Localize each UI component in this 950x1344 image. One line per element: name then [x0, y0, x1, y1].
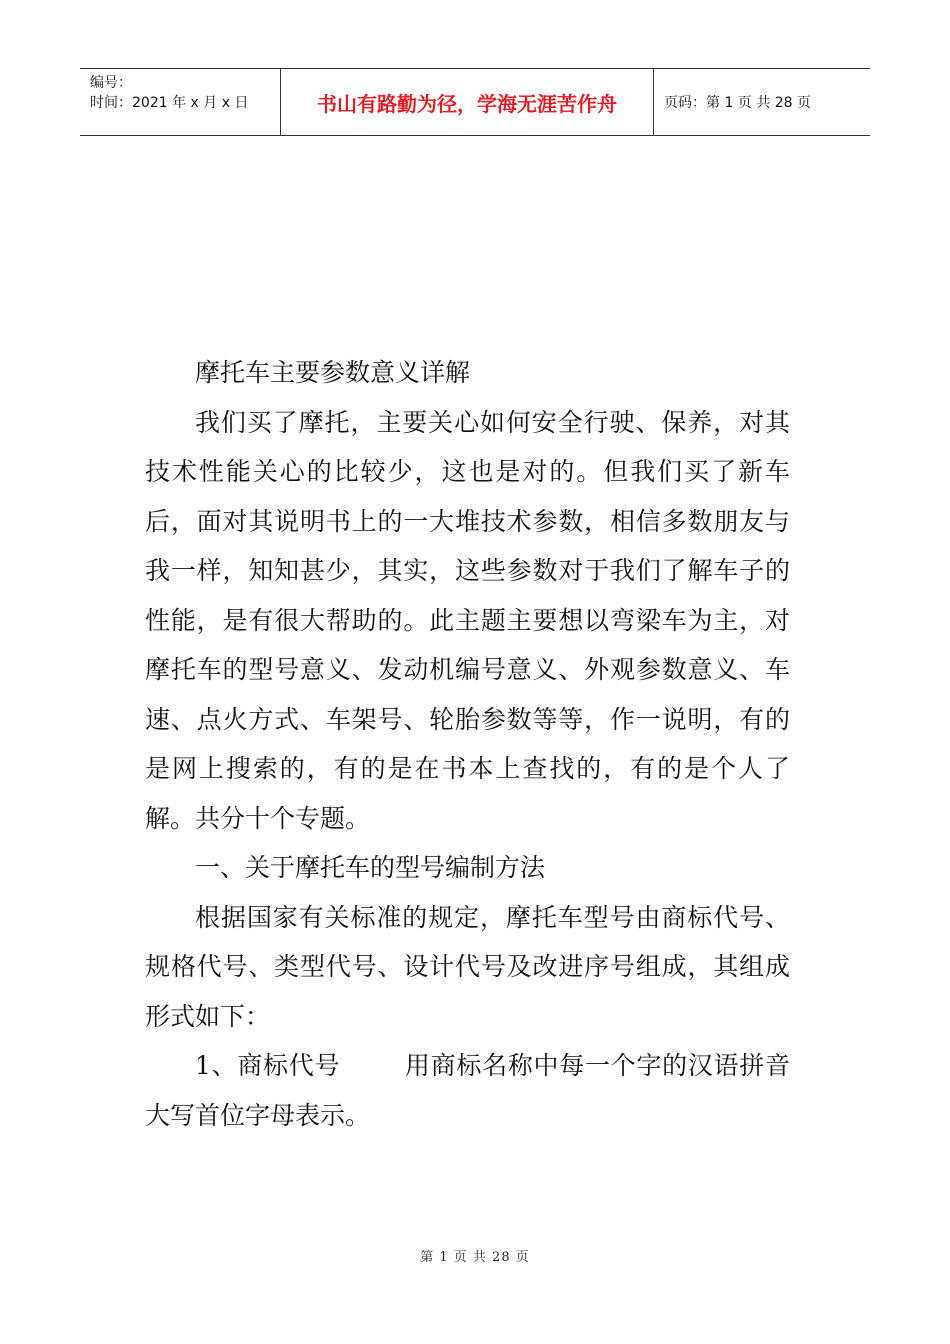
list-item-label: 1、商标代号 — [195, 1051, 341, 1080]
header-meta-cell — [80, 69, 281, 135]
document-number-label: 编号： — [90, 75, 132, 91]
document-time-label: 时间：2021 年 x 月 x 日 — [90, 95, 249, 111]
header-page-info: 页码：第 1 页 共 28 页 — [664, 95, 811, 111]
header-motto: 书山有路勤为径，学海无涯苦作舟 — [281, 69, 654, 135]
document-title: 摩托车主要参数意义详解 — [195, 358, 471, 387]
section-paragraph: 根据国家有关标准的规定，摩托车型号由商标代号、规格代号、类型代号、设计代号及改进序号组成，其组成形式如下： — [145, 902, 790, 1031]
document-body — [145, 348, 790, 1140]
page-header — [80, 68, 870, 136]
section-heading: 一、关于摩托车的型号编制方法 — [195, 853, 546, 882]
list-item-trademark-code — [145, 1041, 790, 1140]
intro-paragraph: 我们买了摩托，主要关心如何安全行驶、保养，对其技术性能关心的比较少，这也是对的。但我们买了新车后，面对其说明书上的一大堆技术参数，相信多数朋友与我一样，知知甚少，其实，这些参数对于我们了解车子的性能，是有很大帮助的。此主题主要想以弯梁车为主，对摩托车的型号意义、发动机编号意义、外观参数意义、车速、点火方式、车架号、轮胎参数等等，作一说明，有的是网上搜索的，有的是在书本上查找的，有的是个人了解。共分十个专题。 — [145, 407, 790, 833]
page-footer: 第 1 页 共 28 页 — [420, 1250, 530, 1265]
list-item-text: 用商标名称中每一个字的汉语拼音大写首位字母表示。 — [145, 1051, 790, 1130]
